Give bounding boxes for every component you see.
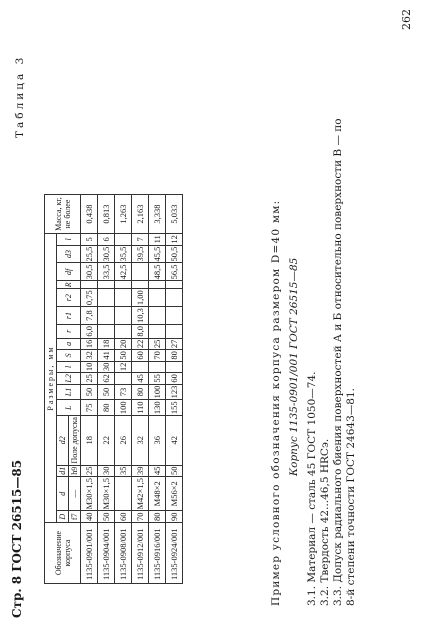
table-cell [98, 324, 115, 338]
table-cell: 80 [166, 350, 183, 362]
table-cell: 73 [115, 384, 132, 400]
note-3-3: 3.3. Допуск радиального биения поверхностей А и Б относительно поверхности В — по [332, 118, 344, 606]
h-a: a [57, 338, 81, 350]
table-cell: 6 [98, 234, 115, 246]
table-cell: 50,5 [166, 245, 183, 263]
table-cell [149, 324, 166, 338]
table-cell: 155 [166, 400, 183, 416]
row-designation: 1135-0904/001 [98, 523, 115, 584]
table-cell: 123 [166, 384, 183, 400]
table-cell: M42×1,5 [132, 477, 149, 511]
h-D: D [57, 511, 69, 523]
table-cell [132, 263, 149, 281]
h-df: df [57, 263, 81, 281]
table-cell [149, 361, 166, 373]
table-cell: 48,5 [149, 263, 166, 281]
h-r2: r2 [57, 289, 81, 307]
table-cell [166, 281, 183, 289]
table-cell: 7,8 [81, 307, 98, 325]
table-cell: 30 [98, 465, 115, 477]
table-cell: 32 [132, 416, 149, 465]
table-cell [115, 234, 132, 246]
table-cell [115, 281, 132, 289]
row-designation: 1135-0924/001 [166, 523, 183, 584]
h-S: S [57, 350, 81, 362]
table-cell: 90 [166, 511, 183, 523]
h-L1: L1 [57, 384, 81, 400]
corpus-example: Корпус 1135-0901/001 ГОСТ 26515—85 [288, 257, 300, 476]
table-cell [115, 324, 132, 338]
table-cell: 100 [115, 400, 132, 416]
h-r: r [57, 324, 81, 338]
table-cell [98, 307, 115, 325]
h-r1: r1 [57, 307, 81, 325]
h-l2: l [57, 234, 81, 246]
table-cell: 110 [132, 400, 149, 416]
table-cell: 70 [149, 350, 166, 362]
table-cell: 18 [98, 338, 115, 350]
col-header-designation: Обозначение корпуса [45, 523, 81, 584]
table-cell: 41 [98, 350, 115, 362]
table-cell: 45,5 [149, 245, 166, 263]
table-cell: 5,033 [166, 195, 183, 234]
note-3-2: 3.2. Твердость 42...46,5 HRCэ. [319, 438, 331, 606]
h-L2: L2 [57, 373, 81, 385]
table-cell: 3,338 [149, 195, 166, 234]
table-cell: 55 [149, 373, 166, 385]
table-cell: M30×1,5 [81, 477, 98, 511]
table-cell: 30,5 [81, 263, 98, 281]
table-cell [149, 307, 166, 325]
table-cell [166, 289, 183, 307]
table-cell: 60 [166, 373, 183, 385]
row-designation: 1135-0901/001 [81, 523, 98, 584]
table-cell: 56,5 [166, 263, 183, 281]
table-cell [149, 281, 166, 289]
table-cell: 22 [98, 416, 115, 465]
table-cell: 12 [115, 361, 132, 373]
table-cell [166, 361, 183, 373]
tol-D: f7 [69, 511, 81, 523]
table-cell: 60 [132, 350, 149, 362]
h-l: l [57, 361, 81, 373]
notes [306, 6, 358, 606]
table-cell: 7 [132, 234, 149, 246]
table-cell: 39 [132, 465, 149, 477]
note-3-1: 3.1. Материал — сталь 45 ГОСТ 1050—74. [306, 371, 318, 606]
table-cell [115, 307, 132, 325]
table-row [149, 195, 166, 584]
note-3-3-cont: 8-й степени точности ГОСТ 24643—81. [345, 388, 357, 606]
table-cell: 20 [115, 338, 132, 350]
h-d2: d2 [57, 416, 69, 465]
table-cell: 50 [166, 465, 183, 477]
table-cell: 0,438 [81, 195, 98, 234]
table-cell: 50 [98, 384, 115, 400]
mass-header: Масса, кг, не более [45, 195, 81, 234]
table-label: Таблица 3 [14, 54, 26, 138]
page-header: Стр. 8 ГОСТ 26515—85 [10, 459, 24, 618]
table-cell: 25 [81, 465, 98, 477]
table-cell: 39,5 [132, 245, 149, 263]
table-row [132, 195, 149, 584]
row-designation: 1135-0916/001 [149, 523, 166, 584]
table-cell: 11 [149, 234, 166, 246]
table-cell: 25 [81, 373, 98, 385]
tol-d1: h9 [70, 466, 79, 475]
table-cell: 18 [81, 416, 98, 465]
tol-d: — [69, 477, 81, 511]
tolerance-label: Поле допуска [70, 417, 79, 464]
table-cell: 6,0 [81, 324, 98, 338]
table-cell: 80 [132, 384, 149, 400]
table-cell: 10 [81, 361, 98, 373]
table-cell: 0,75 [81, 289, 98, 307]
table-cell: 70 [132, 511, 149, 523]
table-cell [166, 307, 183, 325]
table-cell [81, 281, 98, 289]
table-cell: M48×2 [149, 477, 166, 511]
table-cell [166, 324, 183, 338]
table-row [115, 195, 132, 584]
table-cell: 5 [81, 234, 98, 246]
table-cell: 80 [98, 400, 115, 416]
table-cell [149, 289, 166, 307]
table-cell: 45 [149, 465, 166, 477]
table-cell: 8,0 [132, 324, 149, 338]
row-designation: 1135-0912/001 [132, 523, 149, 584]
h-R: R [57, 281, 81, 289]
table-cell: 1,00 [132, 289, 149, 307]
table-cell: 40 [81, 511, 98, 523]
page-number: 262 [400, 9, 413, 30]
table-cell: 33,5 [98, 263, 115, 281]
table-cell: 60 [115, 511, 132, 523]
table-cell: 42 [166, 416, 183, 465]
table-cell: 50 [98, 511, 115, 523]
table-row [81, 195, 98, 584]
table-cell: 62 [98, 373, 115, 385]
dimensions-table [44, 194, 183, 584]
table-cell: 0,813 [98, 195, 115, 234]
table-cell [132, 281, 149, 289]
table-cell [115, 289, 132, 307]
table-cell [132, 361, 149, 373]
table-cell: 100 [149, 384, 166, 400]
table-cell [115, 373, 132, 385]
table-cell [115, 477, 132, 511]
table-cell: 75 [81, 400, 98, 416]
table-cell: 27 [166, 338, 183, 350]
table-cell: 80 [149, 511, 166, 523]
row-designation: 1135-0908/001 [115, 523, 132, 584]
table-cell: 35,5 [115, 245, 132, 263]
table-cell: M56×2 [166, 477, 183, 511]
table-cell: 16 [81, 338, 98, 350]
table-row [98, 195, 115, 584]
dims-header: Размеры, мм [45, 234, 57, 523]
table-cell: 30,5 [98, 245, 115, 263]
table-cell [98, 281, 115, 289]
table-cell: 26 [115, 416, 132, 465]
table-cell: 32 [81, 350, 98, 362]
table-row [166, 195, 183, 584]
table-cell [98, 289, 115, 307]
table-cell: 45 [132, 373, 149, 385]
table-cell: 50 [81, 384, 98, 400]
table-cell: 35 [115, 465, 132, 477]
table-cell: 10,3 [132, 307, 149, 325]
h-d3: d3 [57, 245, 81, 263]
example-text: Пример условного обозначения корпуса размером D=40 мм: [270, 199, 282, 606]
table-cell: 25,5 [81, 245, 98, 263]
table-cell: 25 [149, 338, 166, 350]
table-cell: 42,5 [115, 263, 132, 281]
table-cell: 12 [166, 234, 183, 246]
table-cell: M30×1,5 [98, 477, 115, 511]
h-d: d [57, 477, 69, 511]
table-cell: 22 [132, 338, 149, 350]
table-cell: 130 [149, 400, 166, 416]
table-cell: 36 [149, 416, 166, 465]
table-cell: 30 [98, 361, 115, 373]
table-cell: 1,263 [115, 195, 132, 234]
table-cell: 50 [115, 350, 132, 362]
h-L: L [57, 400, 81, 416]
h-d1: d1 [58, 466, 67, 475]
table-cell: 2,163 [132, 195, 149, 234]
